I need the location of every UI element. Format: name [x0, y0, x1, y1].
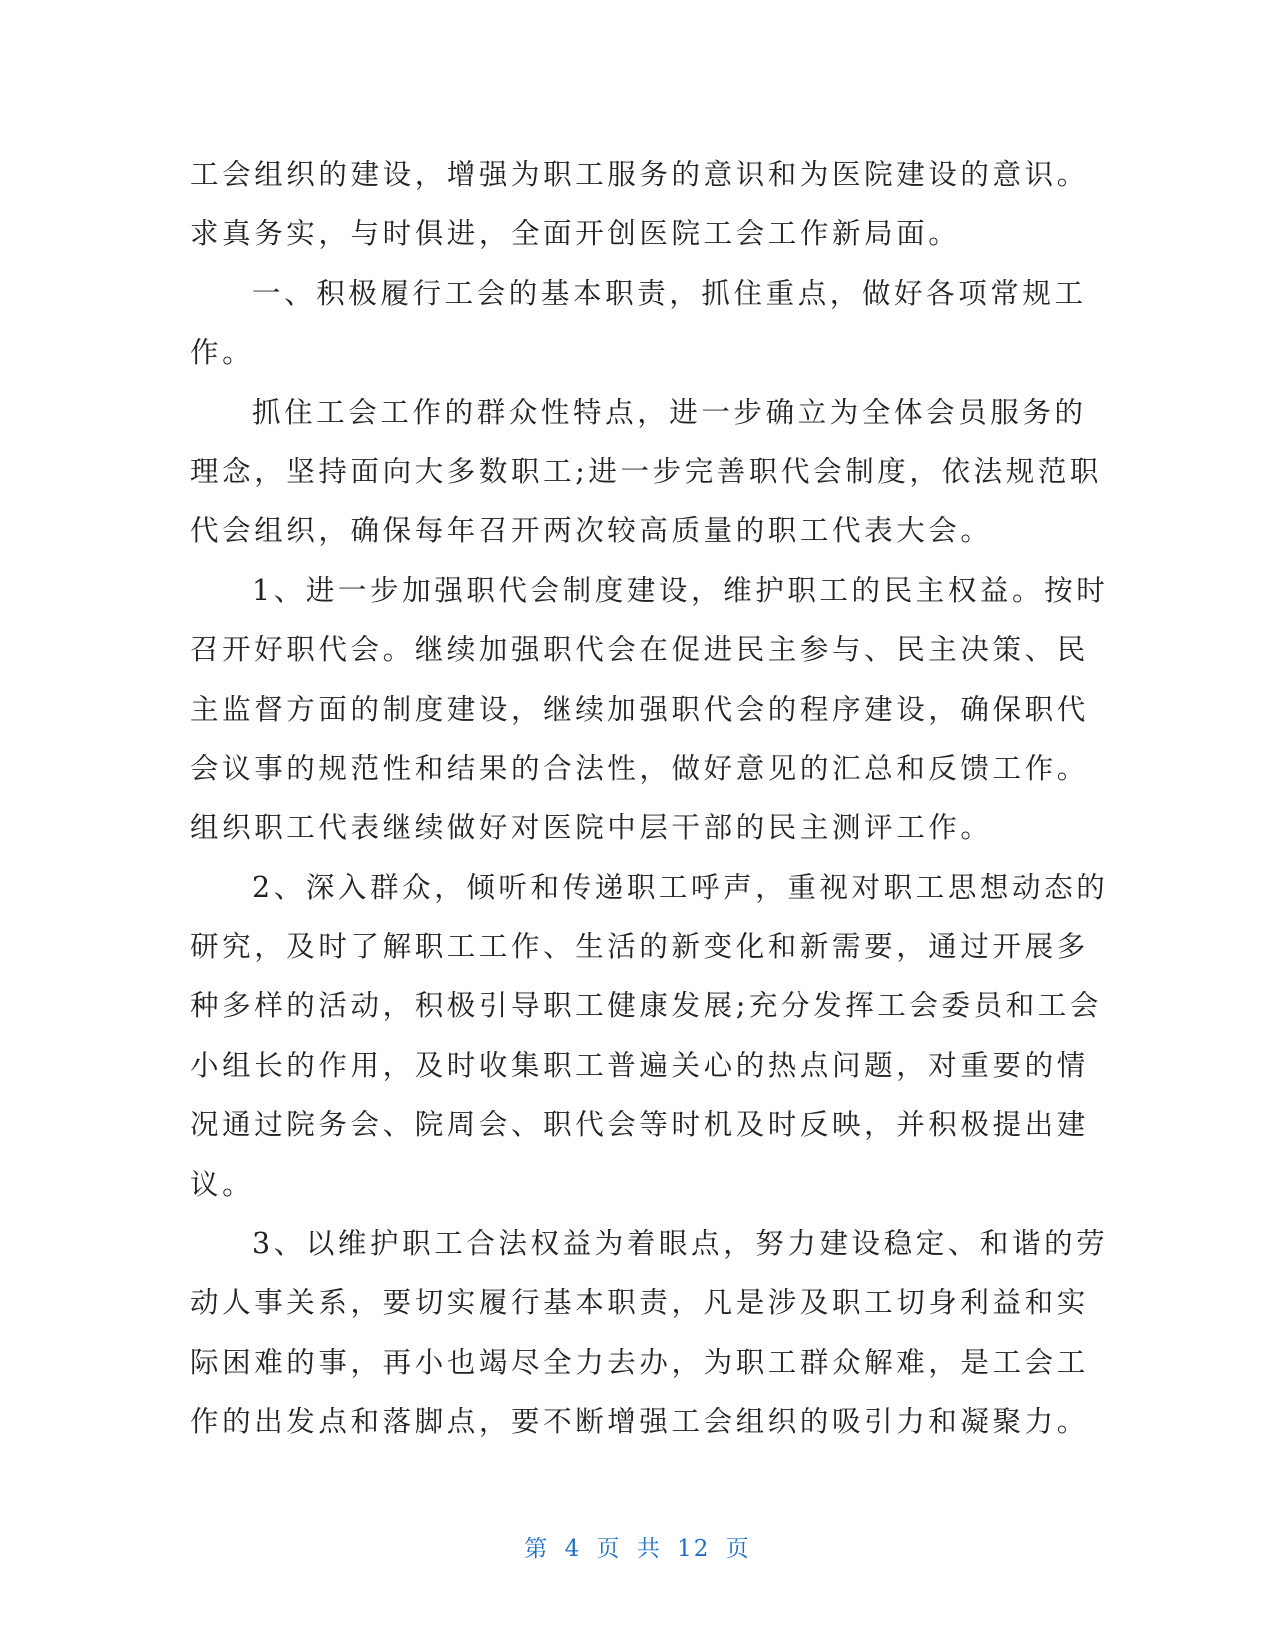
text-line: 小组长的作用，及时收集职工普遍关心的热点问题，对重要的情 — [190, 1048, 1089, 1082]
text-line: 作的出发点和落脚点，要不断增强工会组织的吸引力和凝聚力。 — [190, 1405, 1089, 1439]
text-line: 工会组织的建设，增强为职工服务的意识和为医院建设的意识。 — [190, 158, 1089, 191]
text-line: 1、进一步加强职代会制度建设，维护职工的民主权益。按时 — [252, 573, 1109, 607]
text-line: 代会组织，确保每年召开两次较高质量的职工代表大会。 — [190, 514, 993, 548]
text-line: 议。 — [190, 1167, 255, 1201]
text-line: 3、以维护职工合法权益为着眼点，努力建设稳定、和谐的劳 — [252, 1227, 1109, 1261]
page-unit: 页 — [596, 1536, 622, 1562]
text-line: 召开好职代会。继续加强职代会在促进民主参与、民主决策、民 — [190, 633, 1089, 667]
page-prefix: 第 — [524, 1536, 550, 1562]
text-line: 2、深入群众，倾听和传递职工呼声，重视对职工思想动态的 — [252, 870, 1109, 904]
text-line: 况通过院务会、院周会、职代会等时机及时反映，并积极提出建 — [190, 1108, 1089, 1142]
text-line: 作。 — [190, 336, 255, 370]
page-footer — [0, 1530, 1275, 1563]
page-number: 4 — [564, 1536, 582, 1562]
total-unit: 页 — [725, 1536, 751, 1562]
text-line: 会议事的规范性和结果的合法性，做好意见的汇总和反馈工作。 — [190, 751, 1089, 785]
total-pages: 12 — [677, 1536, 711, 1562]
text-line: 际困难的事，再小也竭尽全力去办，为职工群众解难，是工会工 — [190, 1345, 1089, 1379]
text-line: 研究，及时了解职工工作、生活的新变化和新需要，通过开展多 — [190, 930, 1089, 964]
text-line: 抓住工会工作的群众性特点，进一步确立为全体会员服务的 — [252, 395, 1087, 429]
total-prefix: 共 — [636, 1536, 662, 1562]
text-line: 组织职工代表继续做好对医院中层干部的民主测评工作。 — [190, 811, 993, 845]
text-line: 动人事关系，要切实履行基本职责，凡是涉及职工切身利益和实 — [190, 1286, 1089, 1320]
text-line: 种多样的活动，积极引导职工健康发展;充分发挥工会委员和工会 — [190, 989, 1103, 1023]
document-body — [190, 145, 1109, 1452]
section-heading: 一、积极履行工会的基本职责，抓住重点，做好各项常规工 — [252, 276, 1087, 310]
text-line: 主监督方面的制度建设，继续加强职代会的程序建设，确保职代 — [190, 692, 1089, 726]
text-line: 求真务实，与时俱进，全面开创医院工会工作新局面。 — [190, 217, 961, 251]
text-line: 理念，坚持面向大多数职工;进一步完善职代会制度，依法规范职 — [190, 454, 1103, 488]
